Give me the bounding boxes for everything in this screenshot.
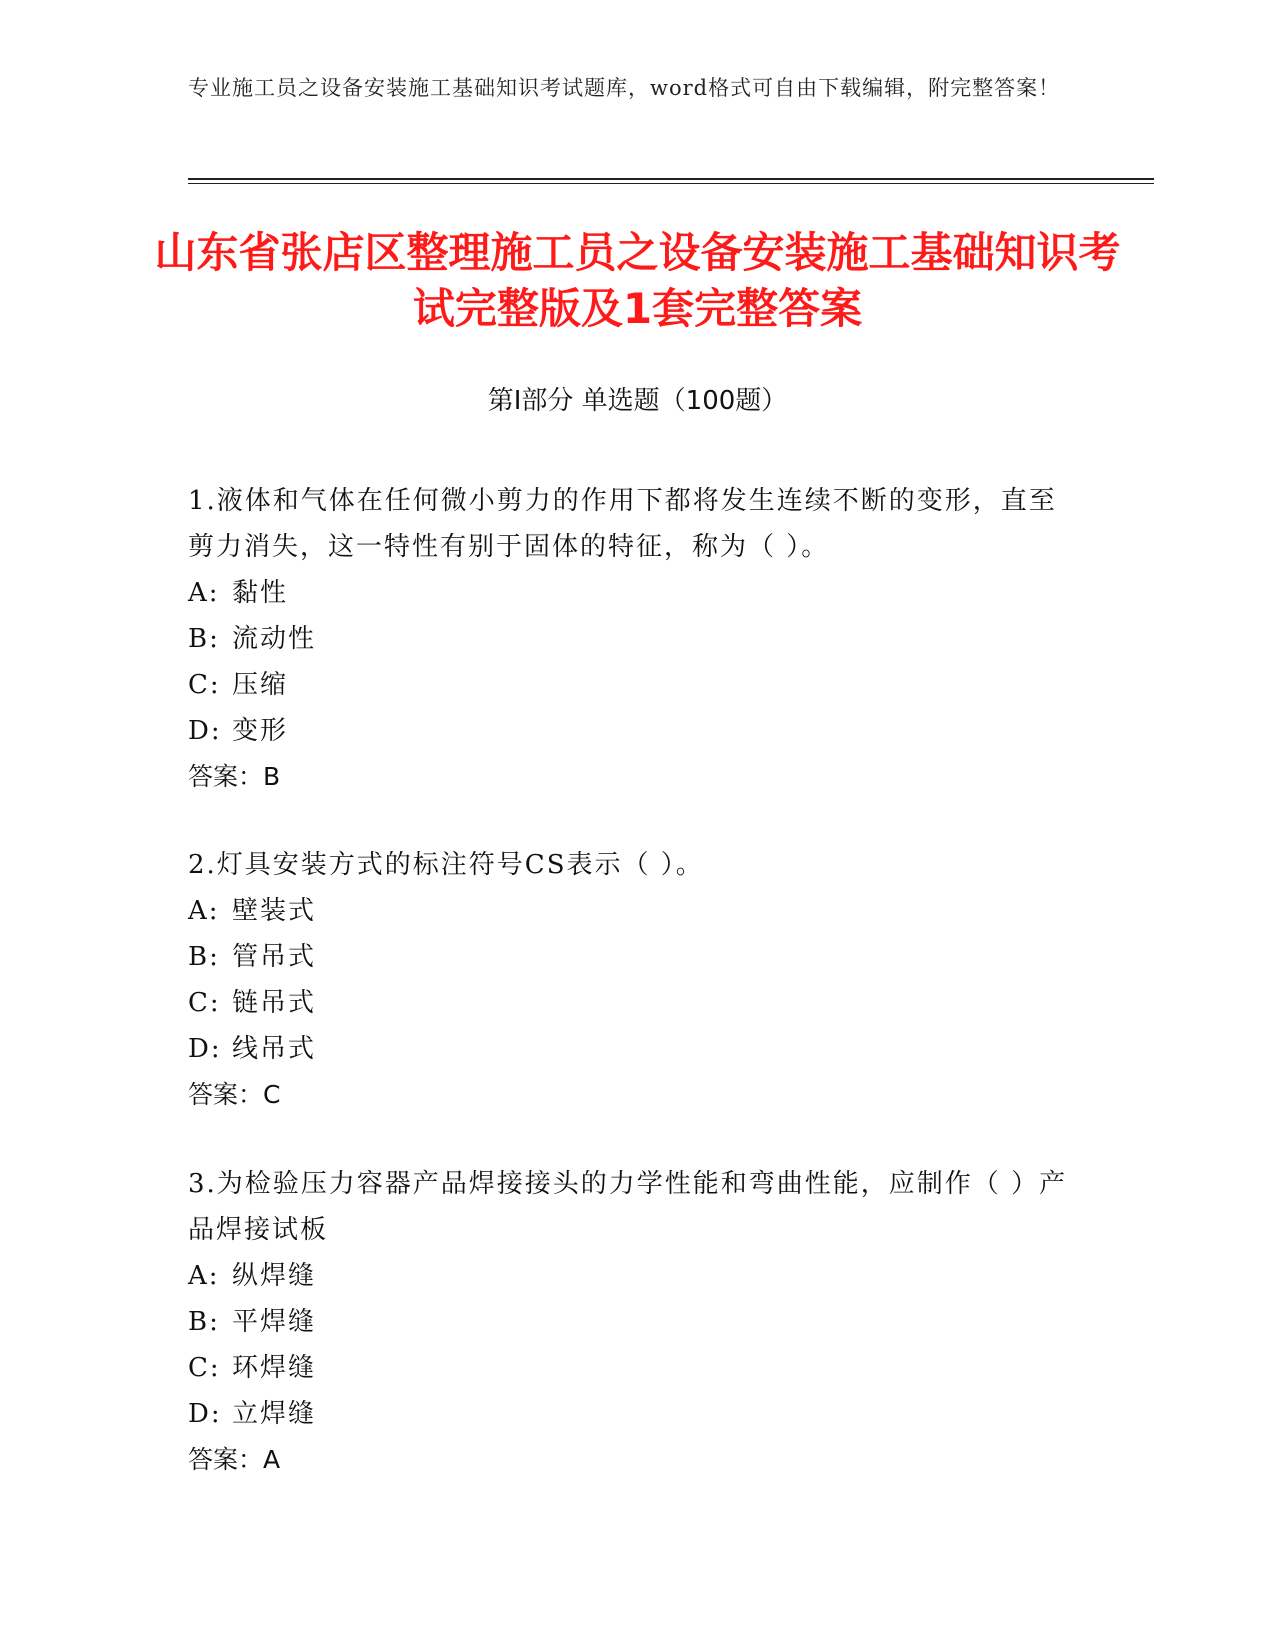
answer-line: 答案：A (188, 1445, 281, 1474)
question-item (188, 478, 1068, 800)
option-text: 压缩 (232, 670, 289, 700)
option-b (188, 616, 1068, 662)
option-key: A: (188, 578, 220, 608)
option-key: C: (188, 670, 221, 700)
option-a (188, 888, 1068, 934)
option-key: B: (188, 942, 220, 972)
option-text: 流动性 (232, 624, 317, 654)
header-note: 专业施工员之设备安装施工基础知识考试题库，word格式可自由下载编辑，附完整答案！ (188, 76, 1061, 100)
option-key: A: (188, 896, 220, 926)
option-key: A: (188, 1261, 220, 1291)
option-key: D: (188, 1034, 222, 1064)
option-c (188, 980, 1068, 1026)
option-key: B: (188, 1307, 220, 1337)
question-item (188, 1161, 1068, 1483)
option-key: B: (188, 624, 220, 654)
question-stem: 3.为检验压力容器产品焊接接头的力学性能和弯曲性能，应制作（ ）产品焊接试板 (188, 1169, 1068, 1245)
option-key: D: (188, 716, 222, 746)
answer-line: 答案：C (188, 1080, 281, 1109)
section-heading: 第Ⅰ部分 单选题（100题） (487, 386, 788, 416)
option-text: 立焊缝 (232, 1399, 317, 1429)
option-a (188, 1253, 1068, 1299)
document-title: 山东省张店区整理施工员之设备安装施工基础知识考试完整版及1套完整答案 (154, 228, 1121, 333)
option-key: C: (188, 1353, 221, 1383)
answer-line: 答案：B (188, 762, 281, 791)
option-b (188, 1299, 1068, 1345)
option-c (188, 1345, 1068, 1391)
option-text: 变形 (232, 716, 289, 746)
option-key: C: (188, 988, 221, 1018)
option-text: 线吊式 (232, 1034, 317, 1064)
option-d (188, 1026, 1068, 1072)
question-stem: 2.灯具安装方式的标注符号CS表示（ ）。 (188, 850, 704, 880)
option-c (188, 662, 1068, 708)
option-text: 黏性 (232, 578, 289, 608)
option-text: 环焊缝 (232, 1353, 317, 1383)
option-text: 纵焊缝 (232, 1261, 317, 1291)
question-item (188, 842, 1068, 1118)
option-text: 平焊缝 (232, 1307, 317, 1337)
option-text: 管吊式 (232, 942, 317, 972)
header-divider-thin (188, 183, 1154, 184)
option-text: 链吊式 (232, 988, 317, 1018)
option-key: D: (188, 1399, 222, 1429)
option-b (188, 934, 1068, 980)
header-divider-thick (188, 178, 1154, 180)
option-a (188, 570, 1068, 616)
option-d (188, 1391, 1068, 1437)
question-stem: 1.液体和气体在任何微小剪力的作用下都将发生连续不断的变形，直至剪力消失，这一特性有别于固体的特征，称为（ ）。 (188, 486, 1057, 562)
option-text: 壁装式 (232, 896, 317, 926)
option-d (188, 708, 1068, 754)
